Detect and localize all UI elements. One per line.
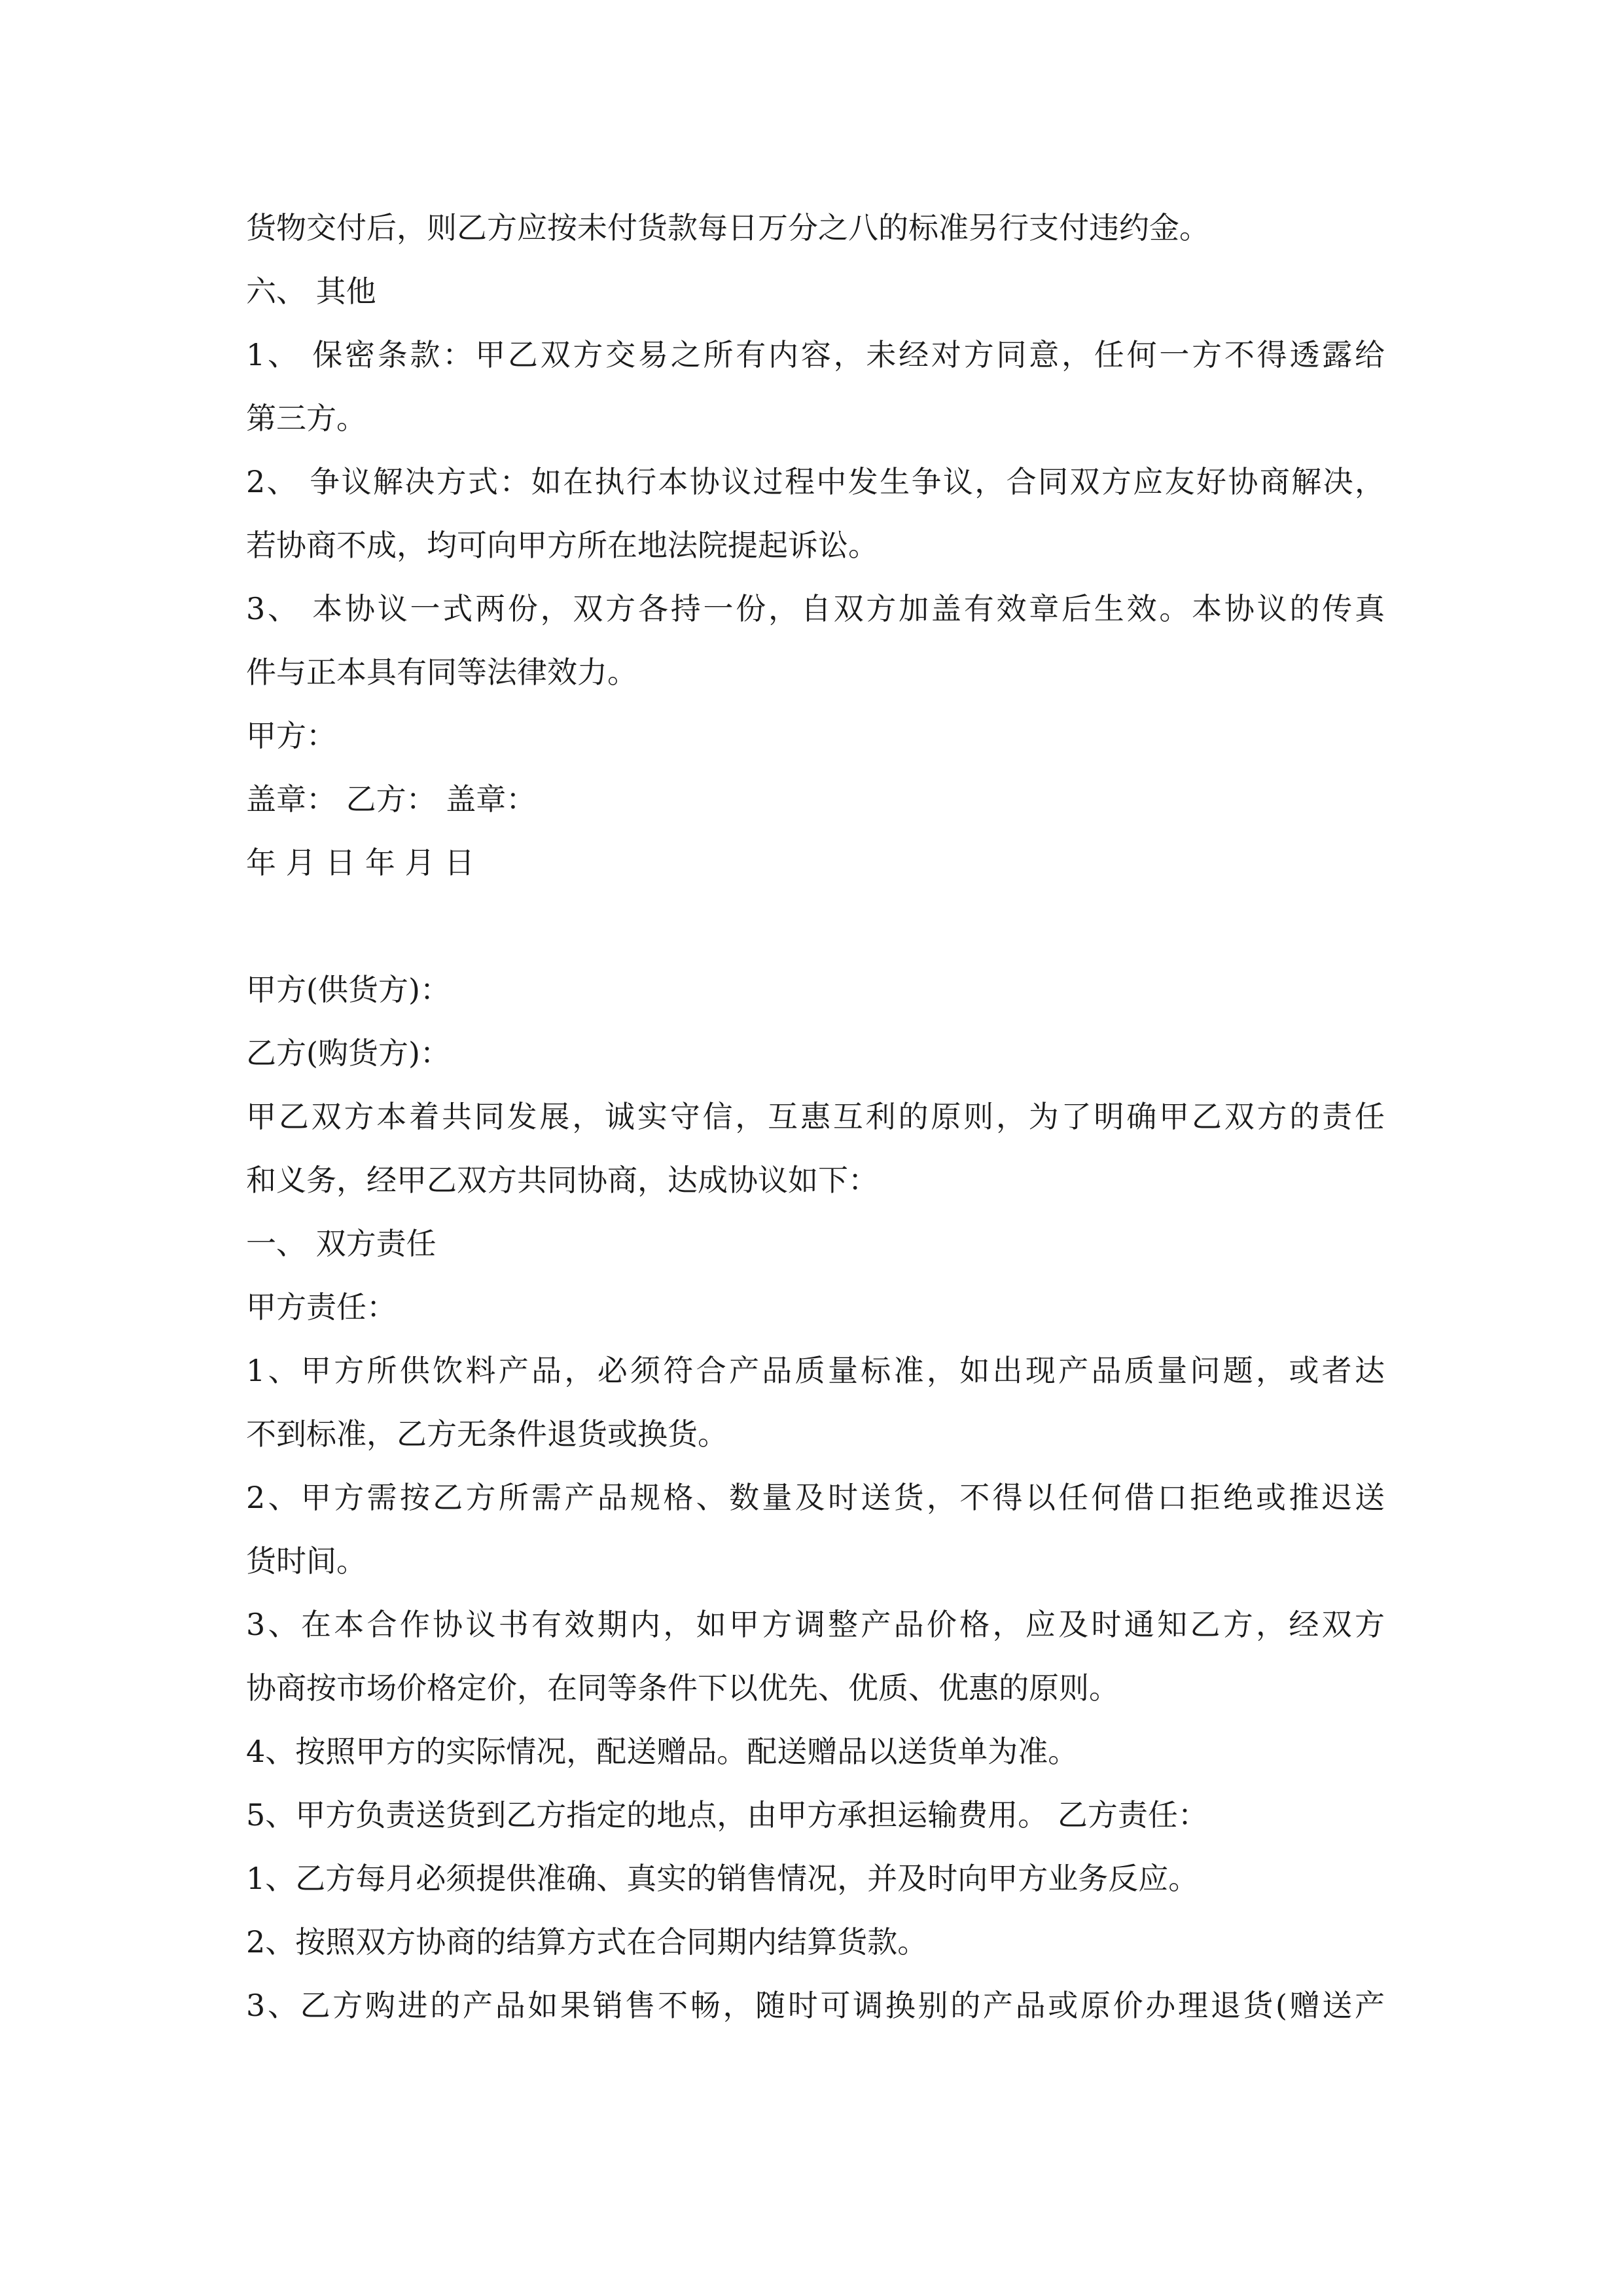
text-line: 1、 保密条款：甲乙双方交易之所有内容，未经对方同意，任何一方不得透露给 xyxy=(246,337,1385,372)
signature-label: 盖章： 乙方： 盖章： xyxy=(246,781,537,817)
text-line: 1、乙方每月必须提供准确、真实的销售情况，并及时向甲方业务反应。 xyxy=(246,1861,1199,1896)
text-line: 甲乙双方本着共同发展，诚实守信，互惠互利的原则，为了明确甲乙双方的责任 xyxy=(246,1099,1385,1134)
text-line: 2、按照双方协商的结算方式在合同期内结算货款。 xyxy=(246,1924,928,1960)
text-line: 若协商不成，均可向甲方所在地法院提起诉讼。 xyxy=(246,528,878,563)
text-line: 和义务，经甲乙双方共同协商，达成协议如下： xyxy=(246,1162,878,1198)
text-line: 3、 本协议一式两份，双方各持一份，自双方加盖有效章后生效。本协议的传真 xyxy=(246,591,1385,626)
text-line: 4、按照甲方的实际情况，配送赠品。配送赠品以送货单为准。 xyxy=(246,1734,1079,1769)
text-line: 1、甲方所供饮料产品，必须符合产品质量标准，如出现产品质量问题，或者达 xyxy=(246,1353,1385,1388)
text-line: 不到标准，乙方无条件退货或换货。 xyxy=(246,1416,728,1452)
text-line: 2、 争议解决方式：如在执行本协议过程中发生争议，合同双方应友好协商解决， xyxy=(246,464,1385,499)
text-line: 货时间。 xyxy=(246,1543,366,1579)
text-line: 5、甲方负责送货到乙方指定的地点，由甲方承担运输费用。 乙方责任： xyxy=(246,1797,1208,1833)
text-line: 3、乙方购进的产品如果销售不畅，随时可调换别的产品或原价办理退货(赠送产 xyxy=(246,1988,1385,2023)
text-line: 货物交付后，则乙方应按未付货款每日万分之八的标准另行支付违约金。 xyxy=(246,210,1209,245)
text-line: 协商按市场价格定价，在同等条件下以优先、优质、优惠的原则。 xyxy=(246,1670,1119,1706)
subsection-heading: 甲方责任： xyxy=(246,1289,397,1325)
text-line: 件与正本具有同等法律效力。 xyxy=(246,655,637,690)
text-line: 第三方。 xyxy=(246,401,366,436)
text-line: 2、甲方需按乙方所需产品规格、数量及时送货，不得以任何借口拒绝或推迟送 xyxy=(246,1480,1385,1515)
section-heading: 一、 双方责任 xyxy=(246,1226,437,1261)
section-heading: 六、 其他 xyxy=(246,274,376,309)
text-line: 3、在本合作协议书有效期内，如甲方调整产品价格，应及时通知乙方，经双方 xyxy=(246,1607,1385,1642)
date-line: 年 月 日 年 月 日 xyxy=(246,845,475,880)
party-a-label: 甲方(供货方)： xyxy=(246,972,450,1007)
party-b-label: 乙方(购货方)： xyxy=(246,1035,450,1071)
signature-label: 甲方： xyxy=(246,718,336,753)
